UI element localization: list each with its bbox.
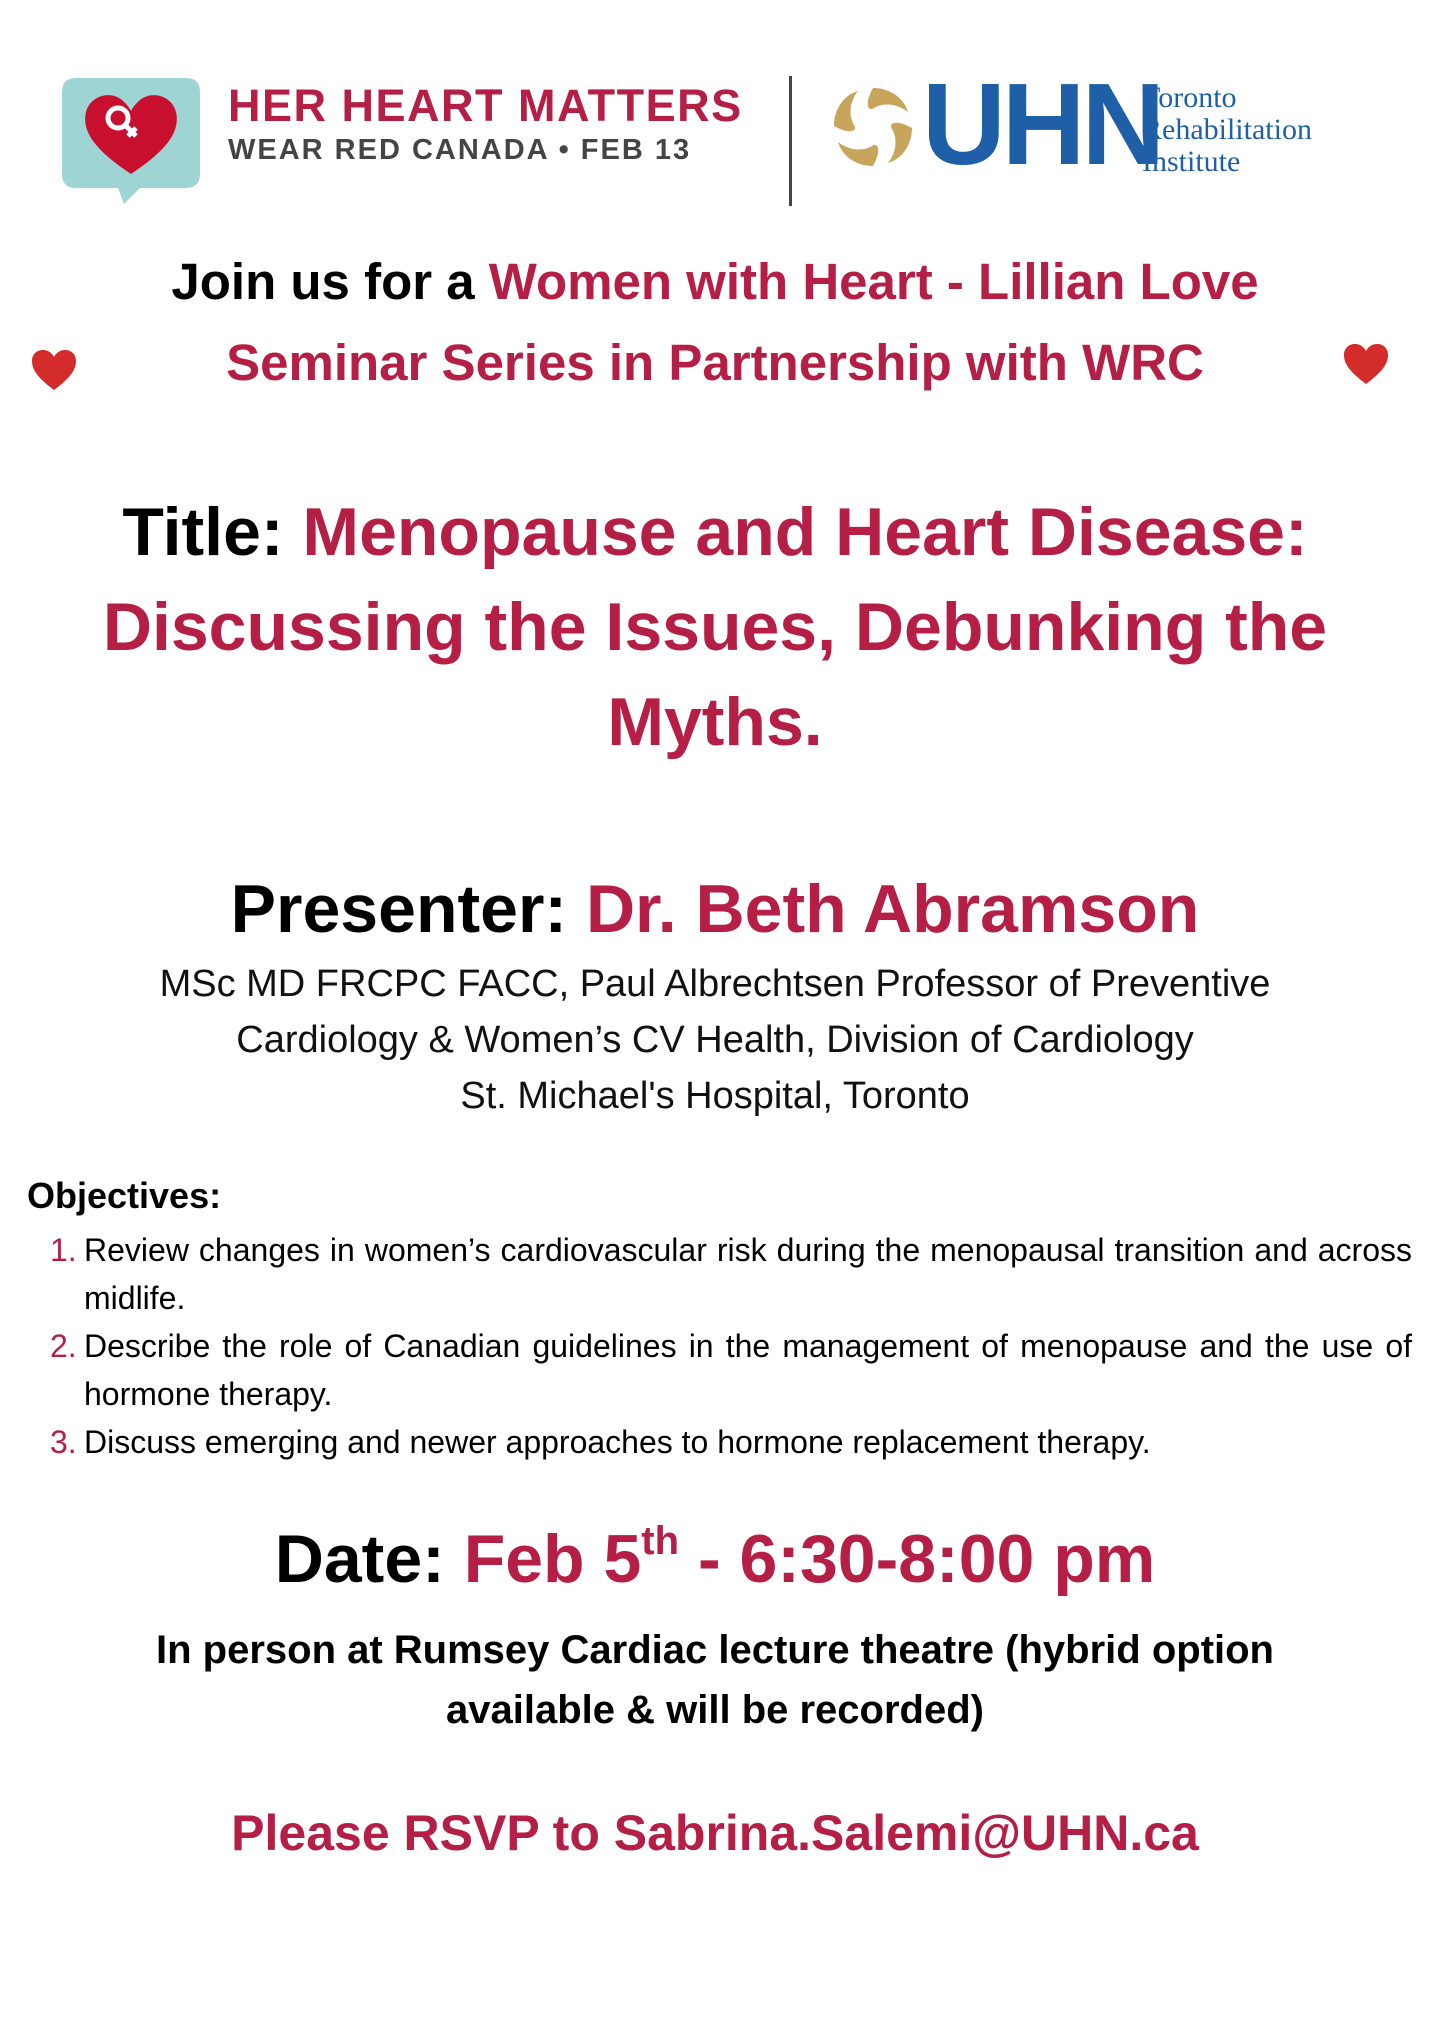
objectives-heading: Objectives:: [27, 1175, 222, 1216]
credentials-line: St. Michael's Hospital, Toronto: [460, 1075, 970, 1117]
rsvp-email-link[interactable]: Please RSVP to Sabrina.Salemi@UHN.ca: [231, 1805, 1199, 1861]
intro-line-1: [0, 252, 1430, 311]
venue-info: [0, 1620, 1430, 1740]
venue-line: available & will be recorded): [446, 1688, 984, 1732]
credentials-line: Cardiology & Women’s CV Health, Division of Cardiology: [236, 1019, 1194, 1061]
uhn-swirl-logo-icon: [828, 82, 918, 172]
event-time: - 6:30-8:00 pm: [679, 1521, 1156, 1597]
wear-red-canada-subtitle: WEAR RED CANADA • FEB 13: [228, 134, 692, 166]
list-number: 3.: [50, 1424, 77, 1460]
date-suffix: th: [641, 1519, 680, 1563]
header: [0, 0, 1430, 220]
list-item: [50, 1226, 1412, 1322]
venue-line: In person at Rumsey Cardiac lecture theatre (hybrid option: [155, 1628, 1274, 1672]
uhn-wordmark: UHN: [922, 59, 1162, 189]
credentials-line: MSc MD FRCPC FACC, Paul Albrechtsen Professor of Preventive: [159, 963, 1271, 1005]
objective-text: Review changes in women’s cardiovascular risk during the menopausal transition and across midlife.: [84, 1232, 1412, 1316]
presenter-name: Dr. Beth Abramson: [585, 871, 1200, 947]
heart-icon: [30, 348, 78, 392]
list-number: 2.: [50, 1328, 77, 1364]
date-value: Feb 5: [463, 1521, 642, 1597]
presenter-credentials: [0, 956, 1430, 1124]
institute-line: Rehabilitation: [1142, 113, 1312, 146]
series-partnership: Seminar Series in Partnership with WRC: [226, 334, 1204, 391]
event-date-line: [0, 1520, 1430, 1598]
her-heart-matters-title: HER HEART MATTERS: [228, 80, 743, 131]
series-name: Women with Heart - Lillian Love: [488, 253, 1259, 310]
presenter-label: Presenter:: [230, 871, 586, 947]
institute-line: Institute: [1142, 145, 1241, 178]
list-item: [50, 1322, 1412, 1418]
toronto-rehabilitation-institute-wordmark: [1142, 82, 1312, 178]
objectives-list: [50, 1226, 1412, 1466]
heart-icon: [1342, 342, 1390, 386]
intro-prefix: Join us for a: [171, 253, 489, 310]
list-number: 1.: [50, 1232, 77, 1268]
talk-title: [0, 485, 1430, 770]
title-label: Title:: [122, 494, 303, 570]
list-item: [50, 1418, 1412, 1466]
objective-text: Discuss emerging and newer approaches to hormone replacement therapy.: [84, 1424, 1151, 1460]
header-divider: [789, 76, 792, 206]
institute-line: Toronto: [1142, 81, 1237, 114]
presenter-line: [0, 870, 1430, 948]
her-heart-matters-logo-icon: [62, 78, 200, 204]
date-label: Date:: [274, 1521, 464, 1597]
title-text: Menopause and Heart Disease: Discussing the Issues, Debunking the Myths.: [102, 494, 1328, 760]
objective-text: Describe the role of Canadian guidelines in the management of menopause and the use of hormone therapy.: [84, 1328, 1412, 1412]
